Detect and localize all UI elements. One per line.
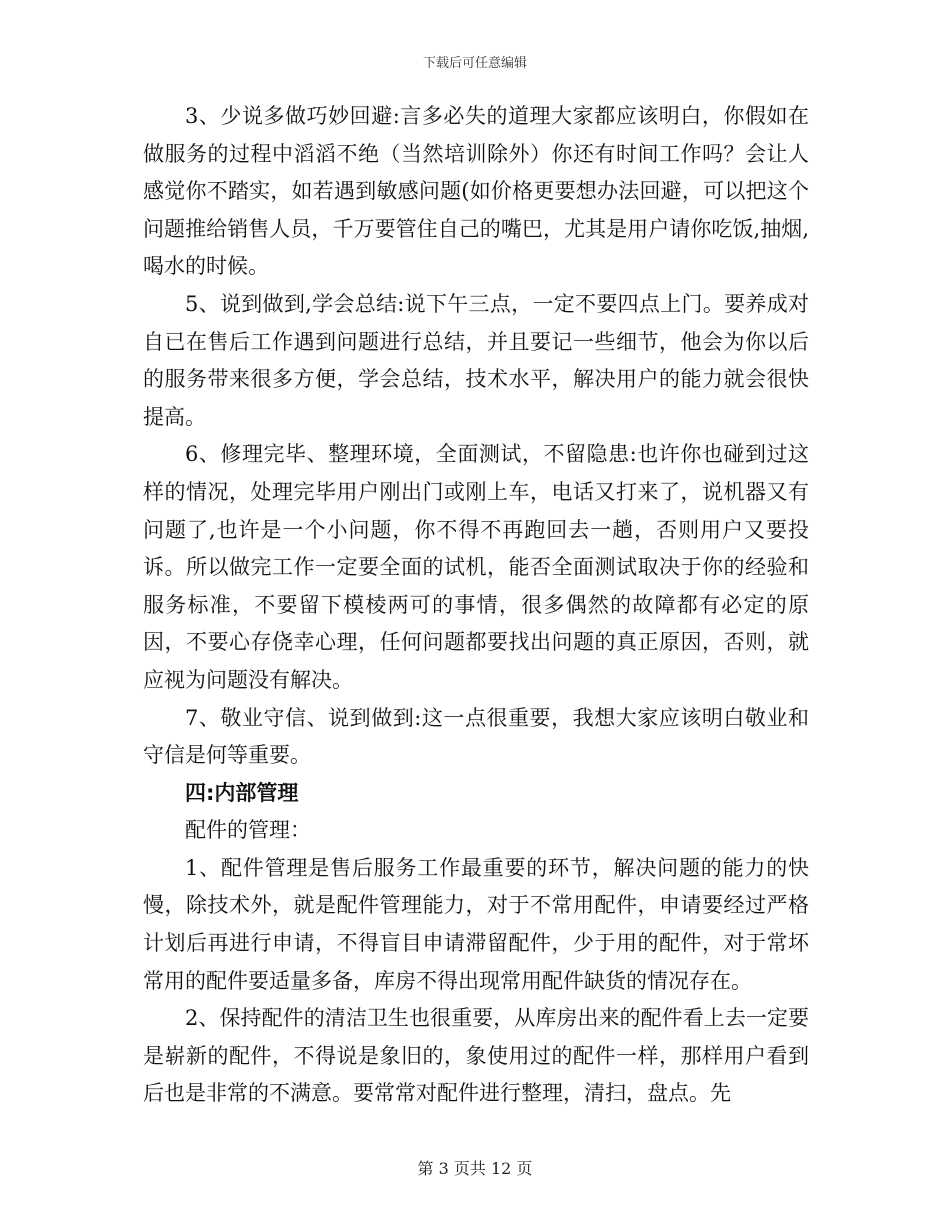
paragraph-item-7: 7、敬业守信、说到做到:这一点很重要，我想大家应该明白敬业和守信是何等重要。 [143,705,809,768]
page-header: 下载后可任意编辑 [422,56,527,71]
document-body [143,98,809,1113]
parts-paragraph-2: 2、保持配件的清洁卫生也很重要，从库房出来的配件看上去一定要是崭新的配件，不得说是象旧的，象使用过的配件一样，那样用户看到后也是非常的不满意。要常常对配件进行整理，清扫，盘点。先 [143,1006,809,1106]
paragraph-item-3: 3、少说多做巧妙回避:言多必失的道理大家都应该明白，你假如在做服务的过程中滔滔不绝（当然培训除外）你还有时间工作吗？会让人感觉你不踏实，如若遇到敏感问题(如价格更要想办法回避，可以把这个问题推给销售人员，千万要管住自己的嘴巴，尤其是用户请你吃饭,抽烟,喝水的时候。 [143,104,809,279]
section-sub-intro: 配件的管理： [185,818,311,843]
section-heading-internal-management: 四:内部管理 [185,780,299,805]
page-number-footer: 第 3 页共 12 页 [417,1159,533,1178]
paragraph-item-5: 5、说到做到,学会总结:说下午三点，一定不要四点上门。要养成对自已在售后工作遇到问题进行总结，并且要记一些细节，他会为你以后的服务带来很多方便，学会总结，技术水平，解决用户的能力就会很快提高。 [143,291,809,429]
parts-paragraph-1: 1、配件管理是售后服务工作最重要的环节，解决问题的能力的快慢，除技术外，就是配件管理能力，对于不常用配件，申请要经过严格计划后再进行申请，不得盲目申请滞留配件，少于用的配件，对于常坏常用的配件要适量多备，库房不得出现常用配件缺货的情况存在。 [143,855,809,993]
paragraph-item-6: 6、修理完毕、整理环境，全面测试，不留隐患:也许你也碰到过这样的情况，处理完毕用户刚出门或刚上车，电话又打来了，说机器又有问题了,也许是一个小问题，你不得不再跑回去一趟，否则用户又要投诉。所以做完工作一定要全面的试机，能否全面测试取决于你的经验和服务标准，不要留下模棱两可的事情，很多偶然的故障都有必定的原因，不要心存侥幸心理，任何问题都要找出问题的真正原因，否则，就应视为问题没有解决。 [143,442,809,692]
